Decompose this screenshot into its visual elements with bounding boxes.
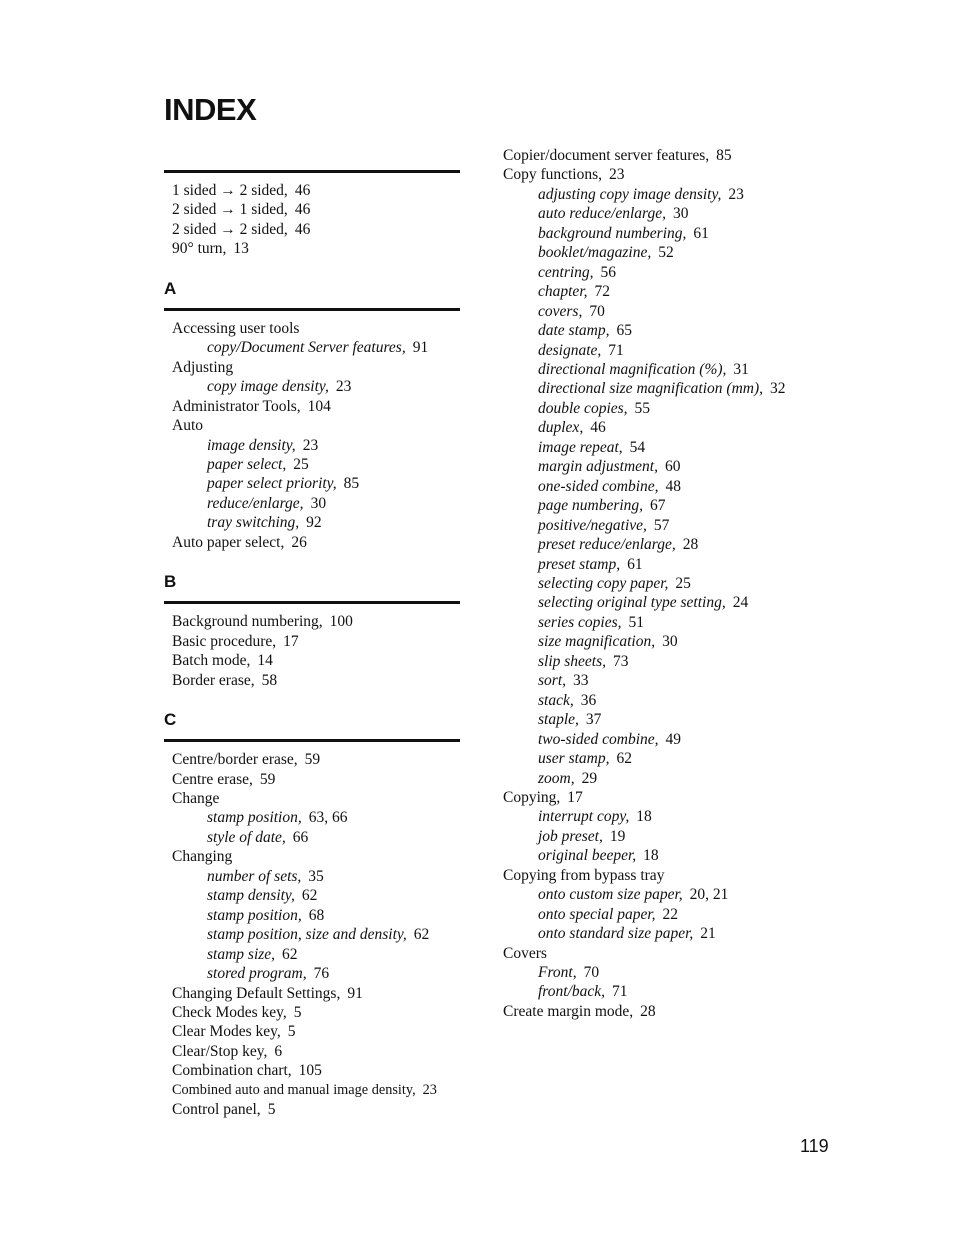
index-entry	[172, 984, 460, 1003]
entry-term: copy/Document Server features,	[207, 339, 406, 357]
entry-term: Clear/Stop key,	[172, 1042, 268, 1060]
entry-term: Basic procedure,	[172, 632, 277, 650]
entry-page-refs: 22	[662, 905, 679, 923]
entry-page-refs: 23	[609, 166, 625, 184]
entry-page-refs: 14	[257, 652, 273, 670]
entry-term: size magnification,	[538, 633, 656, 651]
index-entry	[172, 671, 460, 690]
entry-term: image density,	[207, 436, 296, 454]
entry-term: Control panel,	[172, 1101, 261, 1119]
entry-page-refs: 85	[716, 147, 732, 164]
entry-page-refs: 49	[665, 730, 682, 748]
entry-term: page numbering,	[538, 497, 644, 515]
entry-term: paper select,	[207, 455, 287, 473]
entry-term: stamp density,	[207, 887, 295, 905]
entry-page-refs: 5	[267, 1101, 276, 1119]
entry-term: booklet/magazine,	[538, 244, 652, 262]
entry-page-refs: 17	[283, 632, 299, 650]
index-subentry	[503, 710, 833, 729]
entry-term: zoom,	[538, 769, 575, 787]
entry-term: stamp position,	[207, 906, 302, 924]
index-subentry	[503, 691, 833, 710]
entry-page-refs: 59	[259, 770, 276, 788]
entry-term: slip sheets,	[538, 652, 607, 670]
entry-page-refs: 35	[308, 867, 324, 885]
entry-term: Copy functions,	[503, 166, 603, 184]
section-divider	[164, 308, 460, 311]
section-divider	[164, 170, 460, 173]
index-subentry	[172, 808, 460, 827]
entry-term: interrupt copy,	[538, 808, 630, 826]
index-subentry	[172, 377, 460, 396]
entry-term: sort,	[538, 672, 566, 690]
entry-term: positive/negative,	[538, 516, 647, 534]
index-subentry	[503, 769, 833, 788]
entry-term: Check Modes key,	[172, 1003, 287, 1021]
entry-page-refs: 23	[728, 185, 744, 203]
index-subentry	[503, 477, 833, 496]
entry-page-refs: 17	[567, 788, 583, 806]
index-subentry	[503, 399, 833, 418]
index-entry	[503, 146, 833, 165]
index-entry-list	[164, 742, 460, 1138]
index-subentry	[503, 555, 833, 574]
entry-page-refs: 18	[636, 808, 652, 826]
index-entry	[172, 789, 460, 808]
entry-page-refs: 46	[294, 220, 311, 238]
index-subentry	[172, 925, 460, 944]
index-subentry	[172, 906, 460, 925]
entry-term: Accessing user tools	[172, 319, 300, 337]
entry-term: auto reduce/enlarge,	[538, 205, 666, 223]
entry-page-refs: 71	[612, 983, 628, 1001]
entry-page-refs: 19	[609, 827, 626, 845]
section-header	[164, 570, 460, 604]
index-entry	[172, 632, 460, 651]
entry-term: Changing	[172, 848, 233, 866]
index-subentry	[172, 494, 460, 513]
entry-term: 2 sided → 2 sided,	[172, 220, 288, 238]
index-subentry	[503, 224, 833, 243]
entry-page-refs: 23	[335, 378, 352, 396]
index-entry	[172, 847, 460, 866]
entry-page-refs: 104	[307, 397, 331, 415]
index-section	[164, 570, 460, 708]
index-subentry	[503, 574, 833, 593]
entry-page-refs: 5	[293, 1003, 302, 1021]
index-subentry	[503, 905, 833, 924]
index-entry	[172, 1061, 460, 1080]
entry-term: Front,	[538, 964, 577, 982]
entry-page-refs: 65	[616, 322, 632, 340]
entry-page-refs: 66	[292, 828, 309, 846]
entry-page-refs: 52	[658, 244, 674, 262]
index-subentry	[172, 455, 460, 474]
entry-page-refs: 70	[589, 302, 605, 320]
entry-page-refs: 28	[640, 1002, 656, 1020]
index-subentry	[503, 243, 833, 262]
entry-term: Clear Modes key,	[172, 1023, 281, 1041]
entry-page-refs: 57	[653, 516, 670, 534]
index-entry	[172, 612, 460, 631]
index-subentry	[172, 945, 460, 964]
entry-page-refs: 37	[585, 711, 602, 729]
index-entry-list	[164, 311, 460, 570]
entry-page-refs: 46	[590, 419, 606, 437]
entry-page-refs: 26	[291, 533, 307, 551]
entry-page-refs: 46	[294, 201, 311, 219]
index-entry	[172, 770, 460, 789]
entry-page-refs: 6	[274, 1042, 283, 1060]
entry-page-refs: 62	[301, 887, 318, 905]
entry-page-refs: 91	[412, 339, 429, 357]
entry-term: chapter,	[538, 283, 588, 301]
entry-term: double copies,	[538, 399, 628, 417]
index-entry-list	[503, 146, 833, 1021]
index-entry	[172, 319, 460, 338]
index-subentry	[503, 321, 833, 340]
entry-term: selecting copy paper,	[538, 574, 669, 592]
entry-page-refs: 36	[580, 691, 597, 709]
entry-term: Combination chart,	[172, 1062, 292, 1080]
entry-page-refs: 100	[329, 613, 353, 631]
entry-term: staple,	[538, 711, 579, 729]
entry-page-refs: 71	[608, 341, 624, 359]
index-entry	[503, 165, 833, 184]
entry-term: covers,	[538, 302, 583, 320]
index-subentry	[503, 263, 833, 282]
index-entry	[172, 1003, 460, 1022]
index-subentry	[503, 360, 833, 379]
index-subentry	[172, 828, 460, 847]
entry-page-refs: 46	[294, 182, 311, 199]
entry-page-refs: 72	[594, 283, 611, 301]
index-entry-list	[164, 173, 460, 277]
entry-page-refs: 67	[650, 497, 666, 515]
index-subentry	[503, 827, 833, 846]
entry-term: user stamp,	[538, 750, 610, 768]
entry-page-refs: 13	[233, 240, 249, 258]
index-entry	[172, 397, 460, 416]
entry-page-refs: 61	[627, 555, 643, 573]
entry-term: background numbering,	[538, 224, 687, 242]
entry-page-refs: 62	[616, 750, 632, 768]
entry-term: stamp size,	[207, 945, 276, 963]
entry-page-refs: 28	[682, 536, 699, 554]
entry-term: number of sets,	[207, 867, 302, 885]
index-subentry	[503, 749, 833, 768]
index-subentry	[503, 924, 833, 943]
index-subentry	[172, 338, 460, 357]
index-subentry	[503, 652, 833, 671]
entry-term: Copier/document server features,	[503, 147, 710, 164]
entry-page-refs: 24	[732, 594, 749, 612]
index-entry	[172, 651, 460, 670]
index-section	[164, 708, 460, 1138]
index-subentry	[503, 671, 833, 690]
entry-page-refs: 18	[643, 847, 659, 865]
index-subentry	[172, 474, 460, 493]
index-subentry	[503, 185, 833, 204]
index-entry	[503, 788, 833, 807]
index-subentry	[503, 885, 833, 904]
section-header	[164, 708, 460, 742]
entry-term: style of date,	[207, 828, 286, 846]
entry-page-refs: 54	[629, 438, 646, 456]
entry-term: directional size magnification (mm),	[538, 380, 764, 398]
section-header	[164, 277, 460, 311]
index-section	[164, 277, 460, 570]
entry-page-refs: 63, 66	[308, 809, 348, 827]
section-divider	[164, 601, 460, 604]
index-subentry	[503, 418, 833, 437]
section-letter: C	[164, 710, 177, 730]
index-subentry	[172, 513, 460, 532]
entry-term: stack,	[538, 691, 574, 709]
entry-term: Change	[172, 789, 220, 807]
index-entry	[172, 1081, 460, 1100]
index-subentry	[172, 867, 460, 886]
index-subentry	[503, 496, 833, 515]
entry-term: 1 sided → 2 sided,	[172, 182, 288, 199]
entry-term: onto custom size paper,	[538, 886, 683, 904]
entry-term: Auto	[172, 417, 203, 435]
entry-page-refs: 62	[413, 926, 430, 944]
index-subentry	[503, 730, 833, 749]
entry-page-refs: 56	[600, 263, 617, 281]
entry-term: directional magnification (%),	[538, 360, 727, 378]
entry-page-refs: 70	[583, 964, 600, 982]
index-subentry	[503, 438, 833, 457]
entry-page-refs: 25	[293, 455, 309, 473]
index-entry	[172, 239, 460, 258]
entry-page-refs: 85	[343, 475, 360, 493]
index-section	[164, 170, 460, 277]
index-entry	[172, 416, 460, 435]
entry-term: onto standard size paper,	[538, 925, 694, 943]
index-subentry	[503, 535, 833, 554]
index-entry-list	[164, 604, 460, 708]
index-subentry	[503, 457, 833, 476]
index-subentry	[503, 593, 833, 612]
entry-term: original beeper,	[538, 847, 637, 865]
index-entry	[172, 750, 460, 769]
entry-term: image repeat,	[538, 438, 623, 456]
entry-page-refs: 58	[261, 671, 278, 689]
entry-page-refs: 25	[675, 574, 691, 592]
entry-page-refs: 33	[573, 672, 589, 690]
entry-page-refs: 21	[700, 925, 716, 943]
entry-term: one-sided combine,	[538, 477, 659, 495]
entry-term: stamp position,	[207, 809, 302, 827]
entry-term: Border erase,	[172, 671, 255, 689]
entry-term: date stamp,	[538, 322, 610, 340]
entry-term: Batch mode,	[172, 652, 251, 670]
entry-page-refs: 76	[313, 965, 330, 983]
index-subentry	[503, 282, 833, 301]
index-entry	[172, 200, 460, 219]
section-divider	[164, 739, 460, 742]
index-subentry	[172, 886, 460, 905]
entry-page-refs: 30	[662, 633, 678, 651]
entry-page-refs: 68	[308, 906, 325, 924]
entry-term: selecting original type setting,	[538, 594, 726, 612]
entry-page-refs: 31	[733, 360, 749, 378]
entry-term: stamp position, size and density,	[207, 926, 407, 944]
entry-term: adjusting copy image density,	[538, 185, 722, 203]
index-right-column	[503, 146, 833, 1021]
entry-term: 2 sided → 1 sided,	[172, 201, 288, 219]
entry-term: Copying from bypass tray	[503, 866, 665, 884]
entry-page-refs: 91	[347, 984, 363, 1002]
entry-term: front/back,	[538, 983, 606, 1001]
index-subentry	[503, 341, 833, 360]
entry-term: preset stamp,	[538, 555, 621, 573]
entry-term: Changing Default Settings,	[172, 984, 341, 1002]
entry-term: preset reduce/enlarge,	[538, 536, 676, 554]
entry-term: reduce/enlarge,	[207, 494, 304, 512]
index-subentry	[503, 982, 833, 1001]
index-subentry	[172, 436, 460, 455]
entry-term: Administrator Tools,	[172, 397, 301, 415]
entry-term: stored program,	[207, 965, 307, 983]
index-entry	[172, 220, 460, 239]
index-subentry	[503, 516, 833, 535]
entry-term: Create margin mode,	[503, 1002, 634, 1020]
entry-term: Covers	[503, 944, 547, 962]
index-subentry	[503, 302, 833, 321]
index-subentry	[503, 807, 833, 826]
entry-page-refs: 23	[422, 1081, 437, 1098]
entry-term: Centre/border erase,	[172, 751, 298, 769]
entry-term: Adjusting	[172, 358, 234, 376]
entry-page-refs: 73	[613, 652, 629, 670]
index-subentry	[503, 204, 833, 223]
index-subentry	[503, 613, 833, 632]
entry-term: tray switching,	[207, 514, 300, 532]
entry-page-refs: 20, 21	[689, 886, 729, 904]
entry-term: duplex,	[538, 419, 584, 437]
entry-term: paper select priority,	[207, 475, 337, 493]
entry-page-refs: 29	[581, 769, 598, 787]
index-entry	[503, 944, 833, 963]
index-entry	[503, 866, 833, 885]
entry-page-refs: 5	[287, 1023, 296, 1041]
section-letter: A	[164, 278, 177, 298]
index-entry	[172, 1042, 460, 1061]
entry-term: two-sided combine,	[538, 730, 659, 748]
entry-term: job preset,	[538, 827, 603, 845]
entry-term: centring,	[538, 263, 594, 281]
index-subentry	[503, 963, 833, 982]
entry-page-refs: 30	[310, 494, 327, 512]
entry-term: series copies,	[538, 613, 622, 631]
entry-term: Combined auto and manual image density,	[172, 1081, 416, 1098]
entry-term: copy image density,	[207, 378, 329, 396]
entry-term: Background numbering,	[172, 613, 323, 631]
entry-term: Copying,	[503, 788, 561, 806]
entry-page-refs: 48	[665, 477, 682, 495]
entry-term: onto special paper,	[538, 905, 656, 923]
index-entry	[172, 1100, 460, 1119]
index-subentry	[503, 632, 833, 651]
entry-term: 90° turn,	[172, 240, 227, 258]
entry-page-refs: 30	[672, 205, 689, 223]
index-entry	[172, 181, 460, 200]
section-header	[164, 170, 460, 173]
entry-page-refs: 61	[693, 224, 709, 242]
entry-term: Auto paper select,	[172, 533, 285, 551]
entry-page-refs: 59	[304, 751, 321, 769]
index-entry	[503, 1002, 833, 1021]
index-entry	[172, 358, 460, 377]
entry-page-refs: 51	[628, 613, 645, 631]
entry-page-refs: 23	[302, 436, 319, 454]
index-subentry	[503, 379, 833, 398]
index-subentry	[172, 964, 460, 983]
page-number: 119	[800, 1136, 829, 1156]
entry-page-refs: 62	[282, 945, 298, 963]
entry-page-refs: 55	[634, 399, 651, 417]
index-subentry	[503, 846, 833, 865]
entry-term: designate,	[538, 341, 602, 359]
entry-term: margin adjustment,	[538, 458, 658, 476]
entry-page-refs: 60	[664, 458, 681, 476]
index-entry	[172, 533, 460, 552]
page-title: INDEX	[164, 92, 257, 127]
entry-term: Centre erase,	[172, 770, 253, 788]
index-left-column	[164, 170, 460, 1138]
section-letter: B	[164, 572, 177, 592]
entry-page-refs: 32	[770, 380, 786, 398]
entry-page-refs: 105	[298, 1062, 322, 1080]
entry-page-refs: 92	[306, 514, 322, 532]
index-entry	[172, 1022, 460, 1041]
